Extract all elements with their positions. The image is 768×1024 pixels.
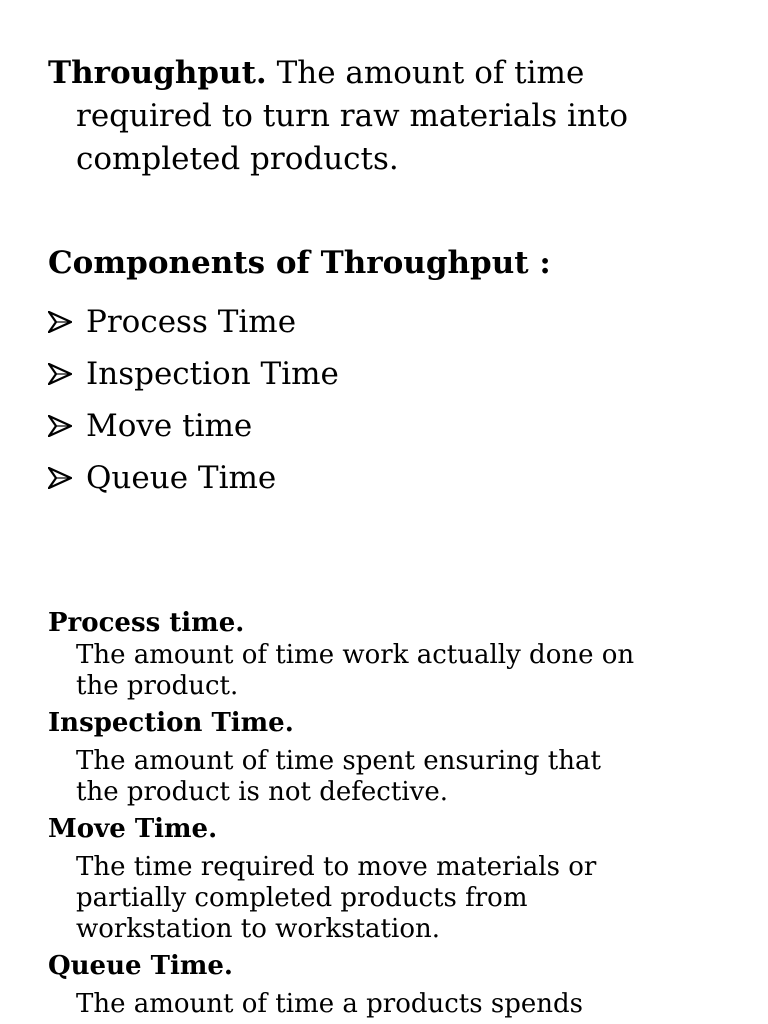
definition-process-time [48, 606, 738, 702]
components-heading: Components of Throughput : [48, 245, 551, 281]
arrow-bullet-icon [48, 311, 72, 333]
components-list [48, 296, 339, 504]
throughput-line1: The amount of time [276, 55, 585, 91]
list-item [48, 400, 339, 452]
definition-line: partially completed products from [76, 883, 528, 913]
arrow-bullet-icon [48, 467, 72, 489]
component-label: Inspection Time [86, 356, 339, 392]
definition-line: The amount of time a products spends [76, 989, 583, 1019]
definition-line: The time required to move materials or [76, 852, 597, 882]
definition-line: The amount of time work actually done on [76, 640, 635, 670]
definitions-section [48, 606, 738, 1020]
list-item [48, 452, 339, 504]
throughput-line3: completed products. [76, 141, 399, 177]
definition-term: Move Time. [48, 814, 218, 844]
throughput-line2: required to turn raw materials into [76, 98, 629, 134]
definition-line: workstation to workstation. [76, 914, 440, 944]
definition-queue-time [48, 949, 738, 1020]
arrow-bullet-icon [48, 415, 72, 437]
list-item [48, 348, 339, 400]
list-item [48, 296, 339, 348]
component-label: Move time [86, 408, 253, 444]
component-label: Queue Time [86, 460, 277, 496]
definition-term: Queue Time. [48, 951, 233, 981]
throughput-definition [48, 52, 728, 181]
definition-inspection-time [48, 706, 738, 808]
definition-term: Process time. [48, 608, 245, 638]
throughput-term: Throughput. [48, 55, 267, 91]
definition-term: Inspection Time. [48, 708, 294, 738]
definition-line: the product is not defective. [76, 777, 448, 807]
definition-line: The amount of time spent ensuring that [76, 746, 601, 776]
component-label: Process Time [86, 304, 297, 340]
definition-move-time [48, 812, 738, 945]
definition-line: the product. [76, 671, 239, 701]
arrow-bullet-icon [48, 363, 72, 385]
